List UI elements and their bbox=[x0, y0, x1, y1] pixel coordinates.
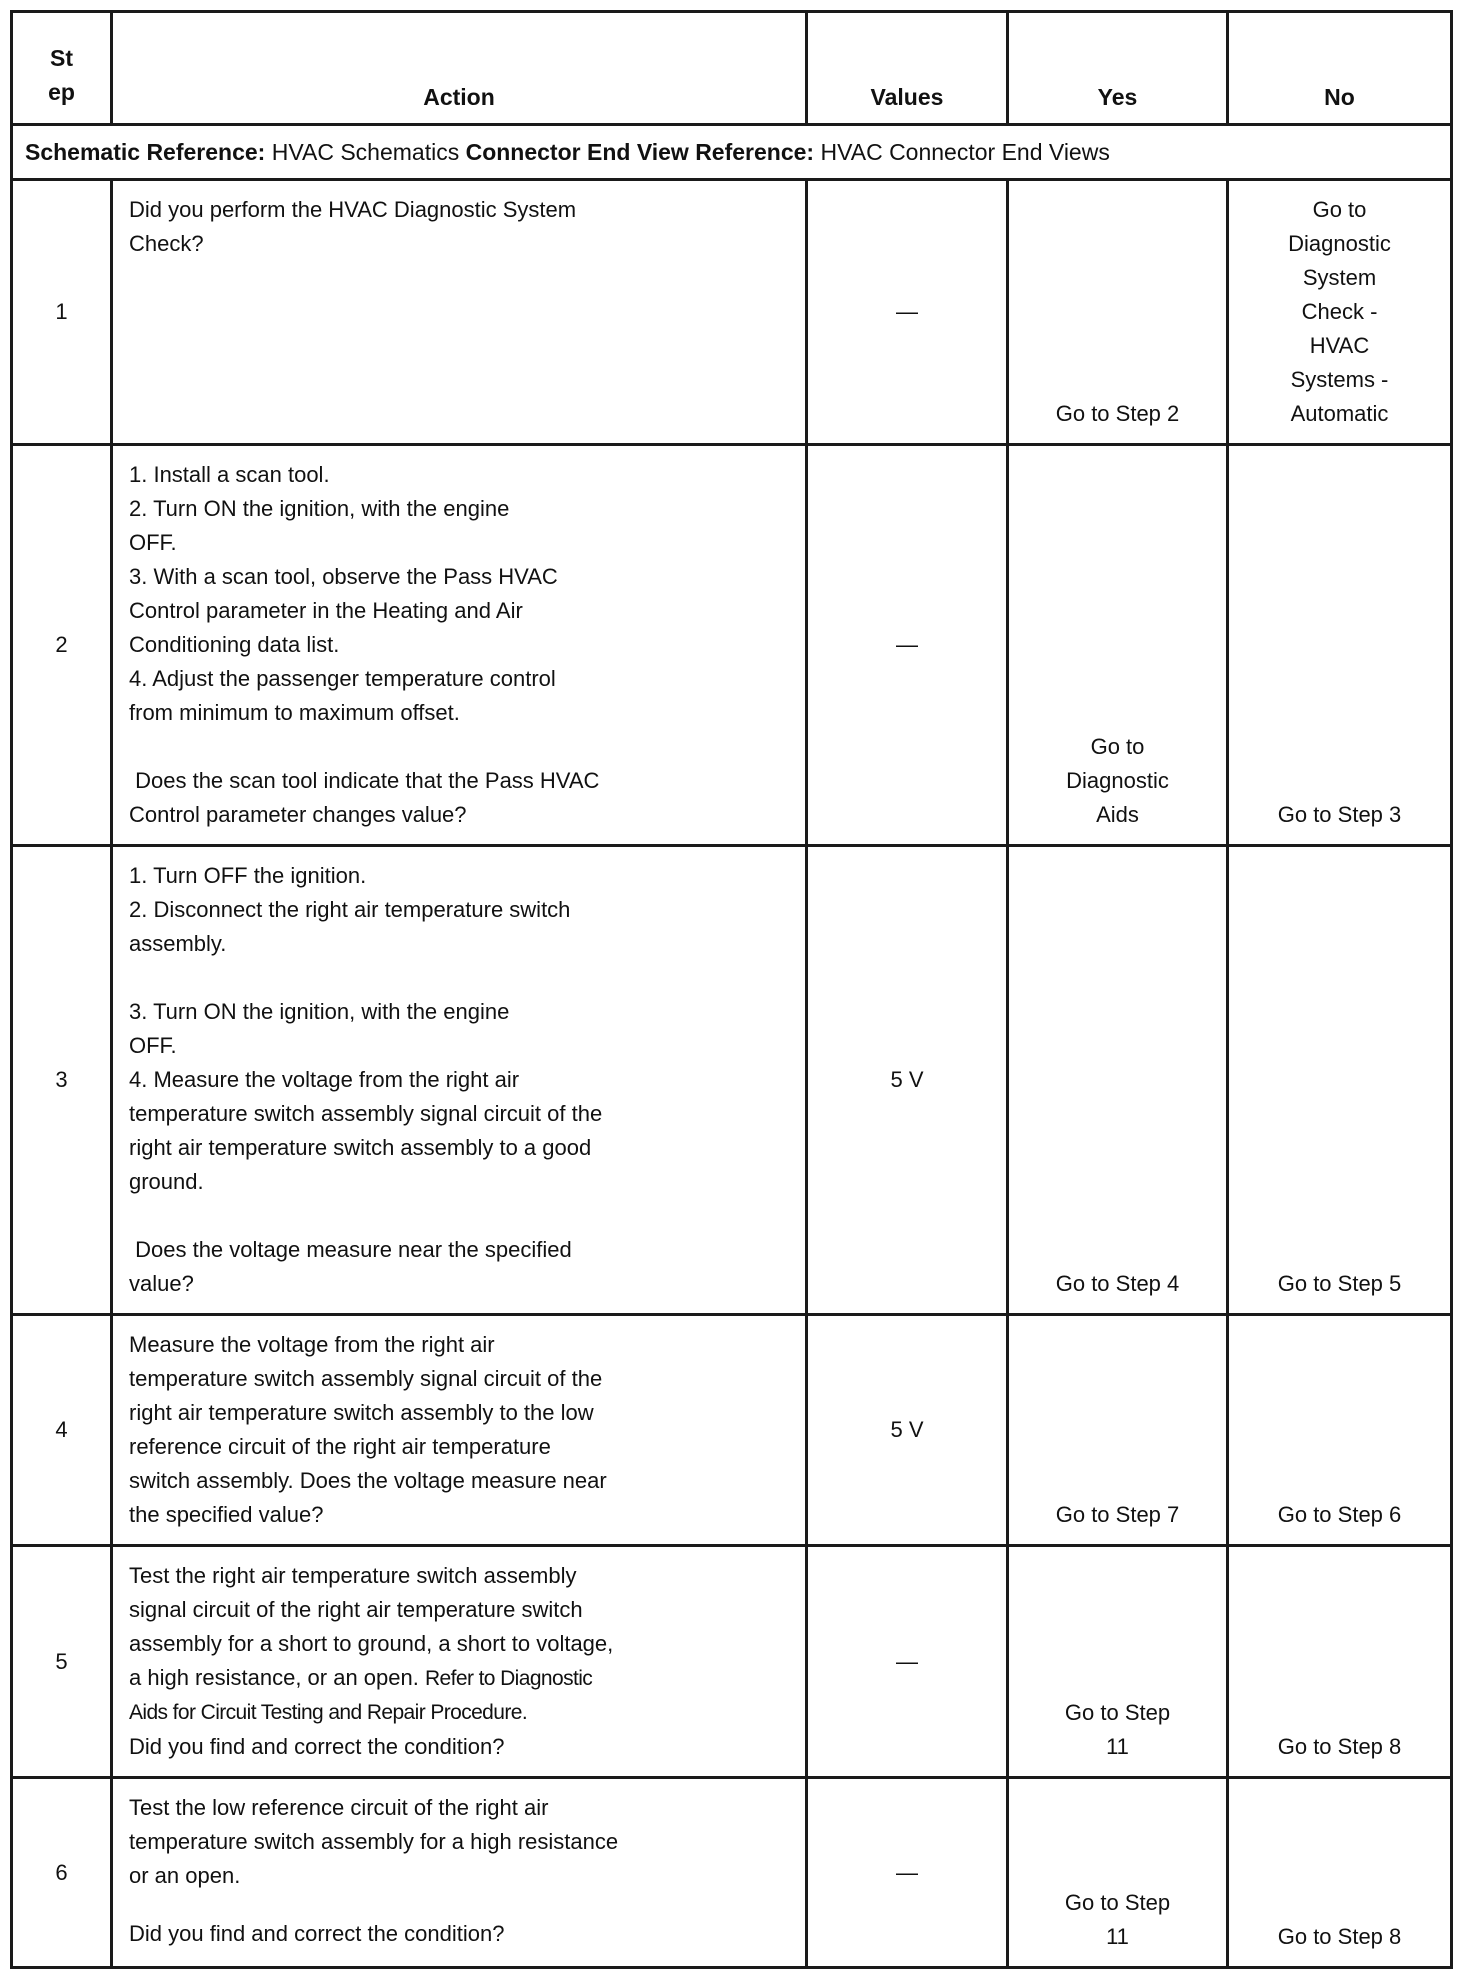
values-cell: — bbox=[807, 1546, 1008, 1778]
schematic-reference-value: HVAC Schematics bbox=[271, 138, 460, 165]
reference-row bbox=[12, 125, 1452, 180]
table-row bbox=[12, 1546, 1452, 1778]
values-cell: 5 V bbox=[807, 1315, 1008, 1546]
action-cell: Measure the voltage from the right air temperature switch assembly signal circuit of the right air temperature switch assembly to the low reference circuit of the right air temperature switch assembly. Does the voltage measure near the specified value? bbox=[112, 1315, 807, 1546]
no-cell: Go to Step 8 bbox=[1228, 1778, 1452, 1968]
no-cell: Go to Step 8 bbox=[1228, 1546, 1452, 1778]
schematic-reference-label: Schematic Reference: bbox=[25, 138, 266, 165]
action-cell: 1. Turn OFF the ignition. 2. Disconnect the right air temperature switch assembly. 3. Turn ON the ignition, with the engine OFF. 4. Measure the voltage from the right air temperature switch assembly signal circuit of the right air temperature switch assembly to a good ground. Does the voltage measure near the specified value? bbox=[112, 846, 807, 1315]
step-number: 6 bbox=[12, 1778, 112, 1968]
step-number: 5 bbox=[12, 1546, 112, 1778]
header-step: St ep bbox=[12, 12, 112, 125]
header-no: No bbox=[1228, 12, 1452, 125]
action-cell: Test the low reference circuit of the right air temperature switch assembly for a high resistance or an open. Did you find and correct the condition? bbox=[112, 1778, 807, 1968]
yes-cell: Go to Step 4 bbox=[1008, 846, 1228, 1315]
values-cell: — bbox=[807, 180, 1008, 445]
yes-cell: Go to Step 7 bbox=[1008, 1315, 1228, 1546]
connector-reference-value: HVAC Connector End Views bbox=[820, 138, 1110, 165]
no-cell: Go to Step 5 bbox=[1228, 846, 1452, 1315]
header-row bbox=[12, 12, 1452, 125]
values-cell: — bbox=[807, 1778, 1008, 1968]
step-number: 1 bbox=[12, 180, 112, 445]
action-cell: 1. Install a scan tool. 2. Turn ON the ignition, with the engine OFF. 3. With a scan tool, observe the Pass HVAC Control parameter in the Heating and Air Conditioning data list. 4. Adjust the passenger temperature control from minimum to maximum offset. Does the scan tool indicate that the Pass HVAC Control parameter changes value? bbox=[112, 445, 807, 846]
action-cell: Did you perform the HVAC Diagnostic System Check? bbox=[112, 180, 807, 445]
no-cell: Go to Diagnostic System Check - HVAC Systems - Automatic bbox=[1228, 180, 1452, 445]
table-row bbox=[12, 445, 1452, 846]
table-row bbox=[12, 180, 1452, 445]
yes-cell: Go to Step 11 bbox=[1008, 1778, 1228, 1968]
values-cell: 5 V bbox=[807, 846, 1008, 1315]
connector-reference-label: Connector End View Reference: bbox=[465, 138, 815, 165]
step-number: 2 bbox=[12, 445, 112, 846]
header-yes: Yes bbox=[1008, 12, 1228, 125]
no-cell: Go to Step 6 bbox=[1228, 1315, 1452, 1546]
no-cell: Go to Step 3 bbox=[1228, 445, 1452, 846]
reference-cell bbox=[12, 125, 1452, 180]
yes-cell: Go to Step 11 bbox=[1008, 1546, 1228, 1778]
yes-cell: Go to Diagnostic Aids bbox=[1008, 445, 1228, 846]
step-number: 3 bbox=[12, 846, 112, 1315]
table-row bbox=[12, 846, 1452, 1315]
header-values: Values bbox=[807, 12, 1008, 125]
action-cell: Test the right air temperature switch assembly signal circuit of the right air temperature switch assembly for a short to ground, a short to voltage, a high resistance, or an open. Refer to Diagnostic Aids for Circuit Testing and Repair Procedure. Did you find and correct the condition? bbox=[112, 1546, 807, 1778]
step-number: 4 bbox=[12, 1315, 112, 1546]
refer-link-text: Refer to Diagnostic bbox=[424, 1667, 593, 1690]
diagnostic-table bbox=[10, 10, 1453, 1969]
values-cell: — bbox=[807, 445, 1008, 846]
table-row bbox=[12, 1778, 1452, 1968]
table-row bbox=[12, 1315, 1452, 1546]
yes-cell: Go to Step 2 bbox=[1008, 180, 1228, 445]
header-action: Action bbox=[112, 12, 807, 125]
